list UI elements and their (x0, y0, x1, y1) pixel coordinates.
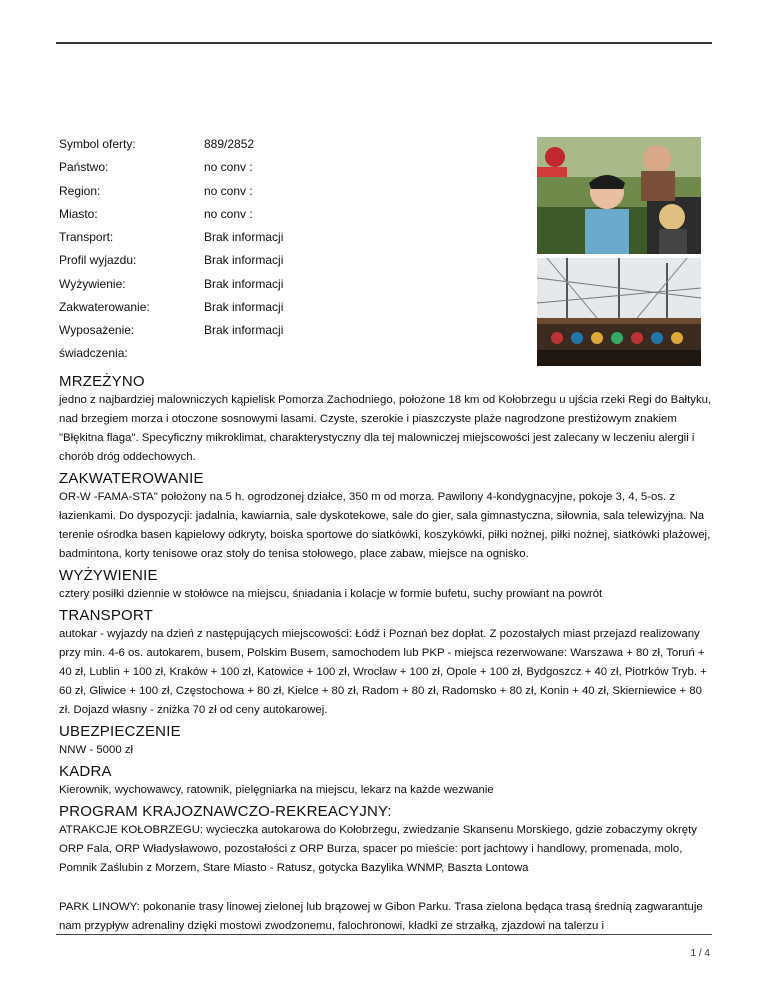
info-label: Profil wyjazdu: (59, 253, 137, 268)
info-label: Region: (59, 183, 101, 198)
info-row (59, 322, 283, 345)
info-row (59, 299, 283, 322)
info-row (59, 136, 283, 159)
section-text: NNW - 5000 zł (59, 744, 134, 756)
photo-children-pirate (537, 137, 701, 254)
section-text: autokar - wyjazdy na dzień z następujących miejscowości: Łódź i Poznań bez dopłat. Z pozostałych miast przejazd realizowany przy min. 4-6 os. autokarem, busem, Polskim Busem, samochodem lub PKP - miejsca rezerwowane: Warszawa + 80 zł, Toruń + 40 zł, Lublin + 100 zł, Kraków + 100 zł, Katowice + 100 zł, Wrocław + 100 zł, Opole + 100 zł, Bydgoszcz + 40 zł, Piotrków Tryb. + 60 zł, Gliwice + 100 zł, Częstochowa + 80 zł, Kielce + 80 zł, Radom + 80 zł, Radomsko + 80 zł, Konin + 40 zł, Skierniewice + 80 zł. Dojazd własny - zniżka 70 zł od ceny autokarowej. (59, 628, 707, 716)
top-rule (56, 42, 712, 44)
info-label: Państwo: (59, 160, 109, 175)
section-heading: TRANSPORT (59, 607, 154, 624)
section-heading: UBEZPIECZENIE (59, 723, 181, 740)
section-text: cztery posiłki dziennie w stołówce na miejscu, śniadania i kolacje w formie bufetu, suchy prowiant na powrót (59, 588, 603, 600)
info-label: Transport: (59, 230, 114, 245)
paragraph-gap (59, 880, 715, 898)
benefits-label: świadczenia: (59, 346, 128, 360)
info-value: Brak informacji (204, 230, 284, 245)
offer-info-table (59, 136, 283, 346)
info-label: Zakwaterowanie: (59, 300, 150, 315)
info-value: no conv : (204, 206, 253, 221)
section-heading: PROGRAM KRAJOZNAWCZO-REKREACYJNY: (59, 803, 392, 820)
section-text: jedno z najbardziej malowniczych kąpielisk Pomorza Zachodniego, położone 18 km od Kołobrzegu u ujścia rzeki Regi do Bałtyku, nad brzegiem morza i otoczone sosnowymi lasami. Czyste, szerokie i piaszczyste plaże nagrodzone prestiżowym znakiem "Błękitna flaga". Specyficzny mikroklimat, charakterystyczny dla tej malowniczej miejscowości jest zalecany w leczeniu alergii i chorób dróg oddechowych. (59, 394, 712, 463)
info-row (59, 206, 283, 229)
section-text: ATRAKCJE KOŁOBRZEGU: wycieczka autokarowa do Kołobrzegu, zwiedzanie Skansenu Morskiego, gdzie zobaczymy okręty ORP Fala, ORP Władysławowo, pozostałości z ORP Burza, spacer po mieście: port jachtowy i handlowy, promenada, molo, Pomnik Zaślubin z Morzem, Stare Miasto - Ratusz, gotycka Bazylika WNMP, Baszta Lontowa (59, 824, 697, 874)
info-label: Miasto: (59, 206, 98, 221)
info-value: no conv : (204, 160, 253, 175)
info-row (59, 252, 283, 275)
info-value: 889/2852 (204, 137, 255, 151)
info-row (59, 159, 283, 182)
photo-pirate-ship (537, 258, 701, 366)
info-value: Brak informacji (204, 323, 284, 338)
info-value: Brak informacji (204, 276, 284, 291)
park-linowy-paragraph: PARK LINOWY: pokonanie trasy linowej zielonej lub brązowej w Gibon Parku. Trasa zielona będąca trasą średnią zagwarantuje nam przypływ adrenaliny dzięki mostowi zwodzonemu, falochronowi, kładki ze strzałką, zjazdowi na talerzu i (59, 901, 703, 932)
offer-description (59, 372, 715, 938)
info-label: Wyposażenie: (59, 323, 135, 338)
info-value: Brak informacji (204, 300, 284, 315)
section-text: Kierownik, wychowawcy, ratownik, pielęgniarka na miejscu, lekarz na każde wezwanie (59, 784, 494, 796)
info-row (59, 229, 283, 252)
info-value: no conv : (204, 183, 253, 198)
info-value: Brak informacji (204, 253, 284, 268)
section-heading: MRZEŻYNO (59, 373, 145, 390)
info-row (59, 183, 283, 206)
info-label: Wyżywienie: (59, 276, 126, 291)
info-row (59, 276, 283, 299)
page-number: 1 / 4 (690, 948, 710, 959)
bottom-rule (56, 934, 712, 935)
section-heading: ZAKWATEROWANIE (59, 470, 204, 487)
section-heading: KADRA (59, 763, 112, 780)
section-heading: WYŻYWIENIE (59, 567, 158, 584)
info-label: Symbol oferty: (59, 137, 136, 151)
section-text: OR-W -FAMA-STA" położony na 5 h. ogrodzonej działce, 350 m od morza. Pawilony 4-kondygnacyjne, pokoje 3, 4, 5-os. z łazienkami. Do dyspozycji: jadalnia, kawiarnia, sale dyskotekowe, sale do gier, sala gimnastyczna, siłownia, sala telewizyjna. Na terenie ośrodka basen kąpielowy odkryty, boiska sportowe do siatkówki, koszykówki, piłki nożnej, piłki nożnej, siatkówki plażowej, badmintona, korty tenisowe oraz stoły do tenisa stołowego, place zabaw, miejsce na ognisko. (59, 491, 711, 560)
